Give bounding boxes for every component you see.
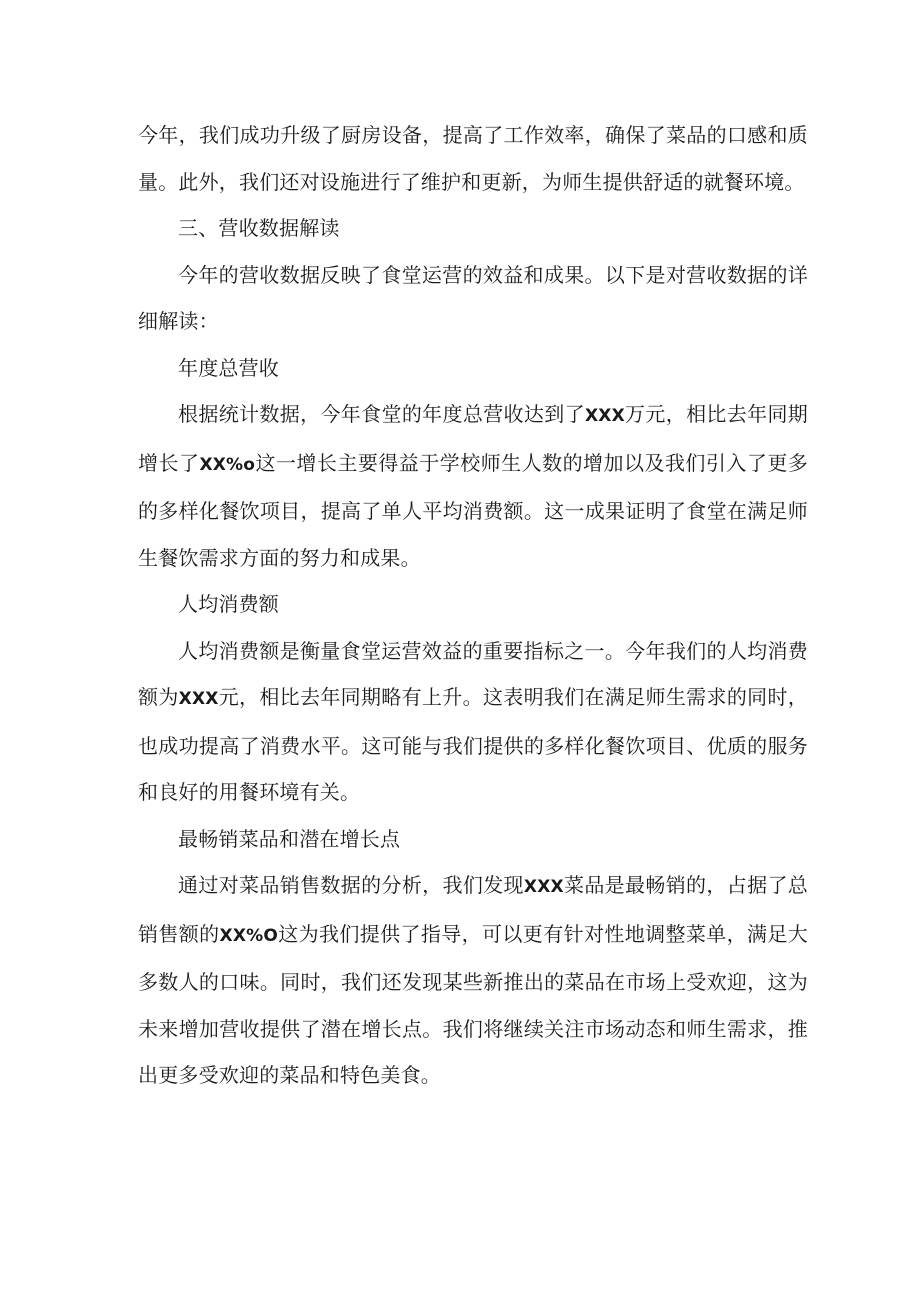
annual-revenue-text-3: 这一增长主要得益于学校师生人数的增加以及我们引入了更多的多样化餐饮项目，提高了单人平均消费额。这一成果证明了食堂在满足师生餐饮需求方面的努力和成果。: [138, 450, 808, 570]
per-capita-text-2: 元，相比去年同期略有上升。这表明我们在满足师生需求的同时，也成功提高了消费水平。这可能与我们提供的多样化餐饮项目、优质的服务和良好的用餐环境有关。: [138, 685, 808, 804]
best-sellers-paragraph: [138, 862, 808, 1099]
annual-revenue-paragraph: [138, 391, 808, 581]
best-seller-dish-value: XXX: [523, 877, 564, 897]
annual-revenue-text-2: 万元，相比去年同期增长了: [138, 402, 808, 475]
best-sellers-text-2: 菜品是最畅销的，占据了总销售额的: [138, 873, 808, 946]
continued-paragraph: 今年，我们成功升级了厨房设备，提高了工作效率，确保了菜品的口感和质量。此外，我们还对设施进行了维护和更新，为师生提供舒适的就餐环境。: [138, 123, 808, 194]
annual-revenue-value: XXX: [584, 406, 625, 426]
best-sellers-text-1: 通过对菜品销售数据的分析，我们发现: [178, 873, 524, 897]
subheading-annual-revenue: 年度总营收: [178, 355, 279, 380]
section-intro-paragraph: 今年的营收数据反映了食堂运营的效益和成果。以下是对营收数据的详细解读：: [138, 262, 808, 333]
annual-growth-value: XX%o: [199, 454, 256, 475]
best-sellers-text-3: 这为我们提供了指导，可以更有针对性地调整菜单，满足大多数人的口味。同时，我们还发现某些新推出的菜品在市场上受欢迎，这为未来增加营收提供了潜在增长点。我们将继续关注市场动态和师生需求，推出更多受欢迎的菜品和特色美食。: [138, 921, 808, 1087]
subheading-best-sellers: 最畅销菜品和潜在增长点: [178, 826, 401, 851]
subheading-per-capita: 人均消费额: [178, 592, 279, 616]
section-heading-revenue-analysis: 三、营收数据解读: [178, 216, 340, 240]
best-seller-share-value: XX%O: [219, 925, 279, 946]
annual-revenue-text-1: 根据统计数据，今年食堂的年度总营收达到了: [178, 402, 585, 426]
per-capita-value: XXX: [178, 689, 219, 709]
document-page: [138, 112, 808, 1099]
per-capita-paragraph: [138, 628, 808, 816]
per-capita-text-1: 人均消费额是衡量食堂运营效益的重要指标之一。今年我们的人均消费额为: [138, 638, 808, 709]
